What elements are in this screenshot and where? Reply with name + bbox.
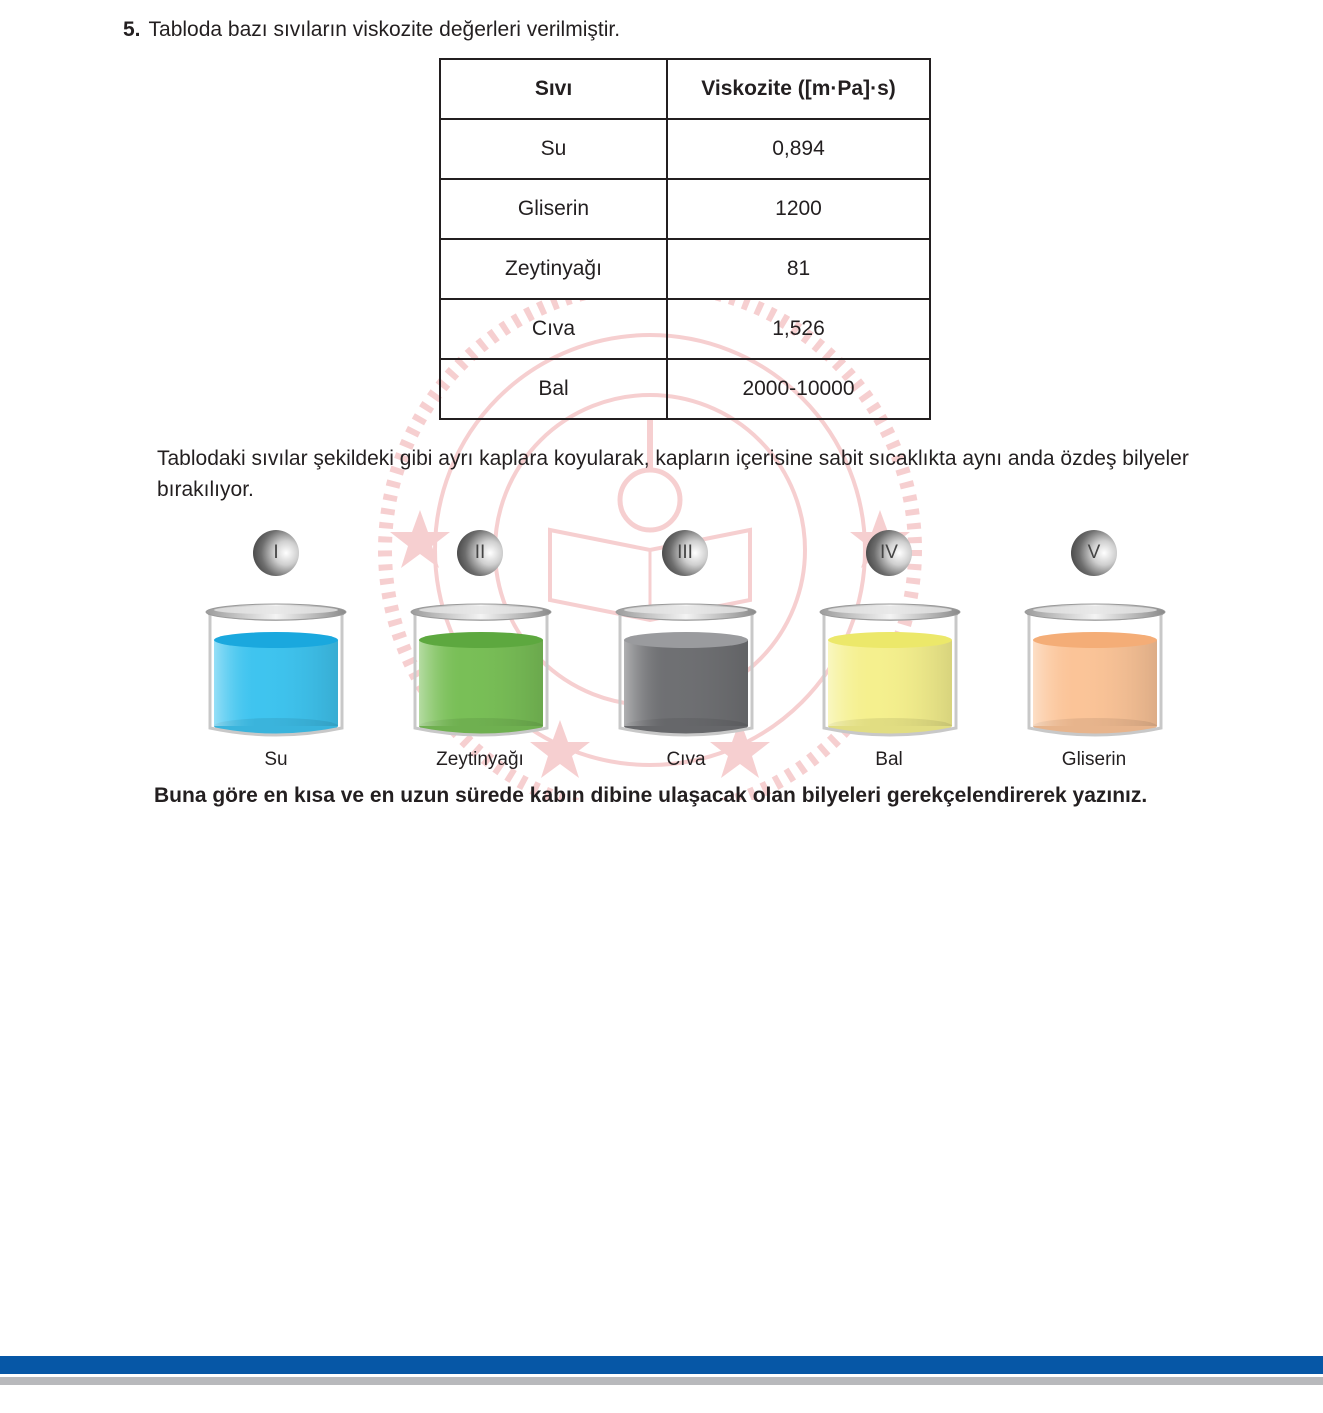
beaker-label: Su (264, 749, 288, 770)
footer-gray-bar (0, 1377, 1323, 1385)
description-paragraph: Tablodaki sıvılar şekildeki gibi ayrı kaplara koyularak, kapların içerisine sabit sıcaklıkta aynı anda özdeş bilyeler bırakılıyor. (157, 447, 1189, 501)
beaker-row (0, 600, 1323, 740)
cell-liquid: Bal (440, 359, 667, 419)
beaker-label: Gliserin (1061, 749, 1127, 770)
table-row (440, 359, 930, 419)
beaker-label: Zeytinyağı (436, 749, 524, 770)
cell-viscosity: 1,526 (667, 299, 930, 359)
ball-icon: I (253, 530, 299, 576)
beaker-icon (409, 600, 553, 740)
footer-blue-bar (0, 1356, 1323, 1374)
beaker-icon (818, 600, 962, 740)
cell-liquid: Zeytinyağı (440, 239, 667, 299)
beaker-icon (1023, 600, 1167, 740)
cell-liquid: Gliserin (440, 179, 667, 239)
cell-viscosity: 0,894 (667, 119, 930, 179)
question-intro-line (123, 16, 620, 44)
header-liquid: Sıvı (440, 59, 667, 119)
ball-icon: IV (866, 530, 912, 576)
header-viscosity: Viskozite ([m·Pa]·s) (667, 59, 930, 119)
table-header-row (440, 59, 930, 119)
table-row (440, 179, 930, 239)
viscosity-table (439, 58, 931, 420)
question-number: 5. (123, 18, 141, 41)
question-intro: Tabloda bazı sıvıların viskozite değerleri verilmiştir. (148, 18, 621, 41)
beaker-label: Cıva (666, 749, 706, 770)
cell-viscosity: 2000-10000 (667, 359, 930, 419)
beaker-icon (204, 600, 348, 740)
cell-viscosity: 81 (667, 239, 930, 299)
ball-icon: II (457, 530, 503, 576)
beaker-label: Bal (875, 749, 903, 770)
table-row (440, 119, 930, 179)
final-question: Buna göre en kısa ve en uzun sürede kabın dibine ulaşacak olan bilyeleri gerekçelendirerek yazınız. (154, 784, 1148, 807)
cell-liquid: Cıva (440, 299, 667, 359)
ball-icon: V (1071, 530, 1117, 576)
cell-viscosity: 1200 (667, 179, 930, 239)
cell-liquid: Su (440, 119, 667, 179)
beaker-icon (614, 600, 758, 740)
table-row (440, 299, 930, 359)
table-row (440, 239, 930, 299)
ball-icon: III (662, 530, 708, 576)
ball-row (0, 530, 1323, 580)
